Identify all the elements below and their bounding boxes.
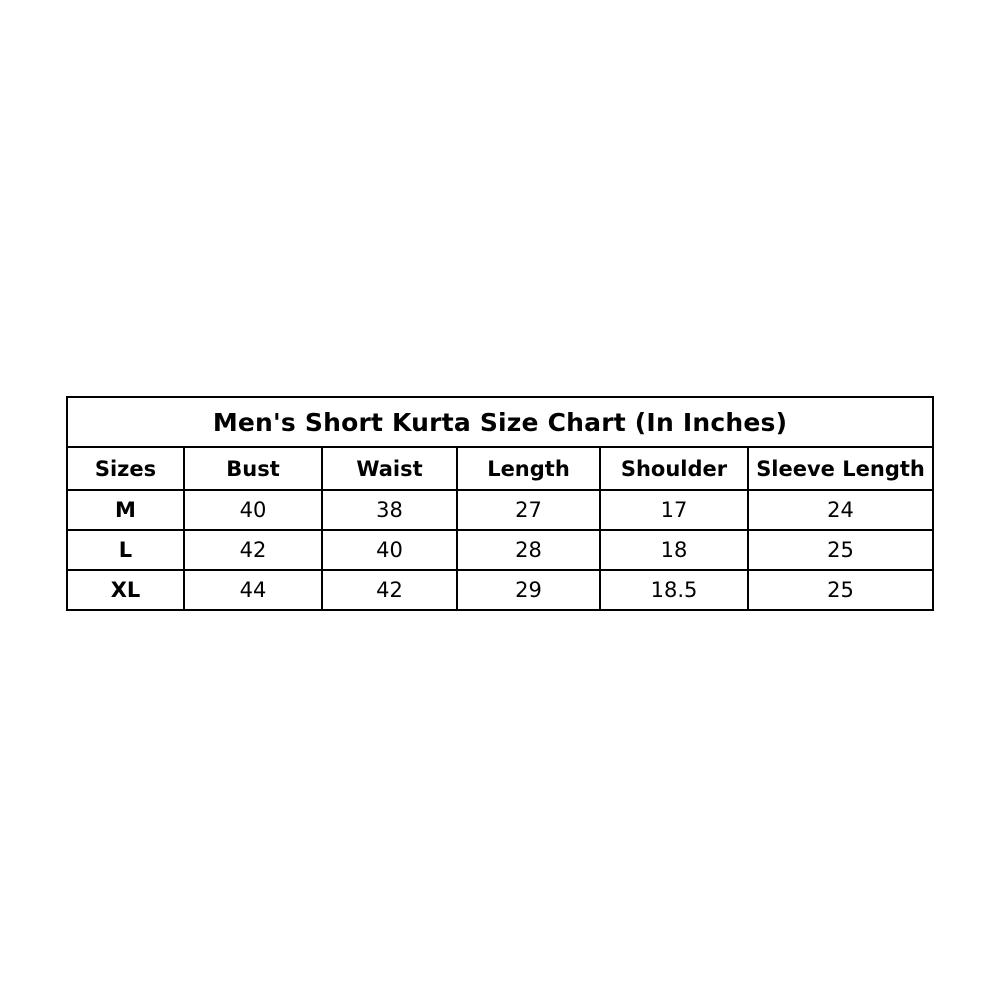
cell-sleeve-length: 25 (748, 570, 933, 610)
cell-bust: 40 (184, 490, 322, 530)
size-chart-table (66, 396, 934, 611)
column-header-length: Length (457, 447, 600, 490)
cell-shoulder: 17 (600, 490, 748, 530)
page-title: Men's Short Kurta Size Chart (In Inches) (67, 397, 933, 447)
cell-sleeve-length: 24 (748, 490, 933, 530)
cell-sleeve-length: 25 (748, 530, 933, 570)
column-header-sizes: Sizes (67, 447, 184, 490)
cell-waist: 38 (322, 490, 457, 530)
cell-bust: 42 (184, 530, 322, 570)
column-header-bust: Bust (184, 447, 322, 490)
cell-size: M (67, 490, 184, 530)
cell-length: 29 (457, 570, 600, 610)
cell-size: L (67, 530, 184, 570)
column-header-shoulder: Shoulder (600, 447, 748, 490)
cell-size: XL (67, 570, 184, 610)
table-header-row (67, 447, 933, 490)
table-row (67, 490, 933, 530)
cell-waist: 42 (322, 570, 457, 610)
column-header-waist: Waist (322, 447, 457, 490)
cell-length: 28 (457, 530, 600, 570)
cell-shoulder: 18 (600, 530, 748, 570)
size-chart-container (66, 396, 932, 611)
column-header-sleeve-length: Sleeve Length (748, 447, 933, 490)
table-row (67, 570, 933, 610)
cell-bust: 44 (184, 570, 322, 610)
cell-waist: 40 (322, 530, 457, 570)
table-title-row (67, 397, 933, 447)
cell-shoulder: 18.5 (600, 570, 748, 610)
table-row (67, 530, 933, 570)
cell-length: 27 (457, 490, 600, 530)
